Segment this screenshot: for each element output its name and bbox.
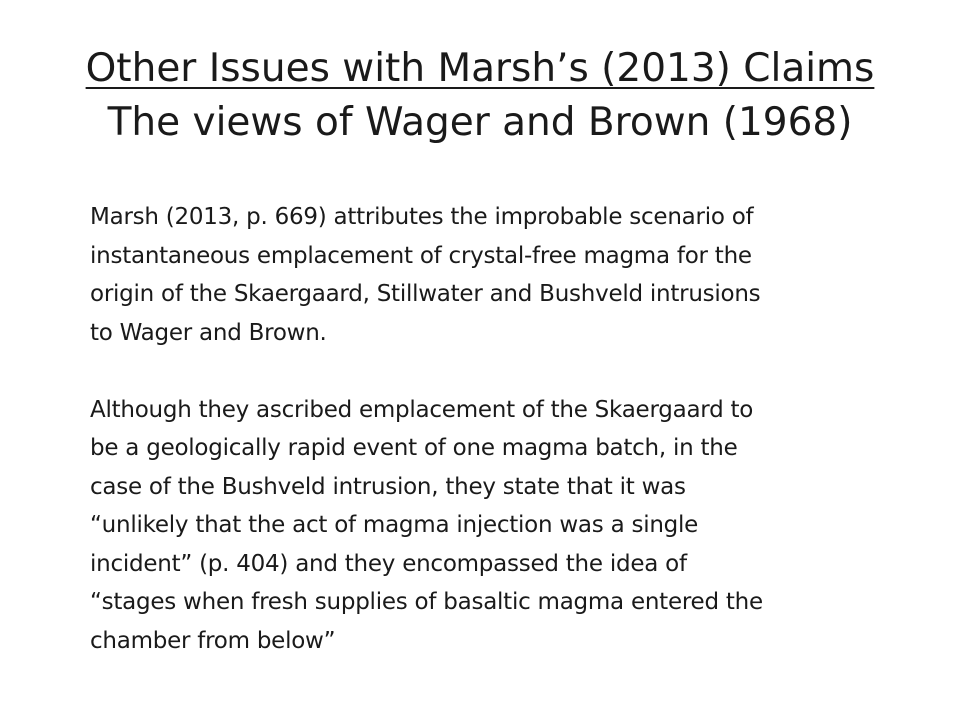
paragraph-line: be a geologically rapid event of one magma batch, in the bbox=[90, 435, 738, 461]
paragraph-line: case of the Bushveld intrusion, they state that it was bbox=[90, 473, 686, 500]
paragraph-line: incident” (p. 404) and they encompassed the idea of bbox=[90, 550, 687, 577]
paragraph-line: chamber from below” bbox=[90, 627, 336, 654]
body-paragraph-2 bbox=[90, 391, 880, 661]
body-paragraph-1 bbox=[90, 198, 880, 352]
slide-subtitle: The views of Wager and Brown (1968) bbox=[107, 100, 853, 145]
paragraph-line: “unlikely that the act of magma injection was a single bbox=[90, 512, 699, 538]
paragraph-spacer bbox=[90, 352, 880, 391]
slide-title: Other Issues with Marsh’s (2013) Claims bbox=[85, 46, 875, 91]
paragraph-line: instantaneous emplacement of crystal-free magma for the bbox=[90, 242, 752, 269]
paragraph-line: to Wager and Brown. bbox=[90, 319, 327, 346]
paragraph-line: Marsh (2013, p. 669) attributes the improbable scenario of bbox=[90, 204, 754, 230]
slide-title-block bbox=[40, 42, 920, 150]
paragraph-line: “stages when fresh supplies of basaltic magma entered the bbox=[90, 589, 763, 615]
paragraph-line: origin of the Skaergaard, Stillwater and Bushveld intrusions bbox=[90, 281, 761, 307]
paragraph-line: Although they ascribed emplacement of the Skaergaard to bbox=[90, 396, 754, 423]
slide-body bbox=[90, 198, 880, 660]
